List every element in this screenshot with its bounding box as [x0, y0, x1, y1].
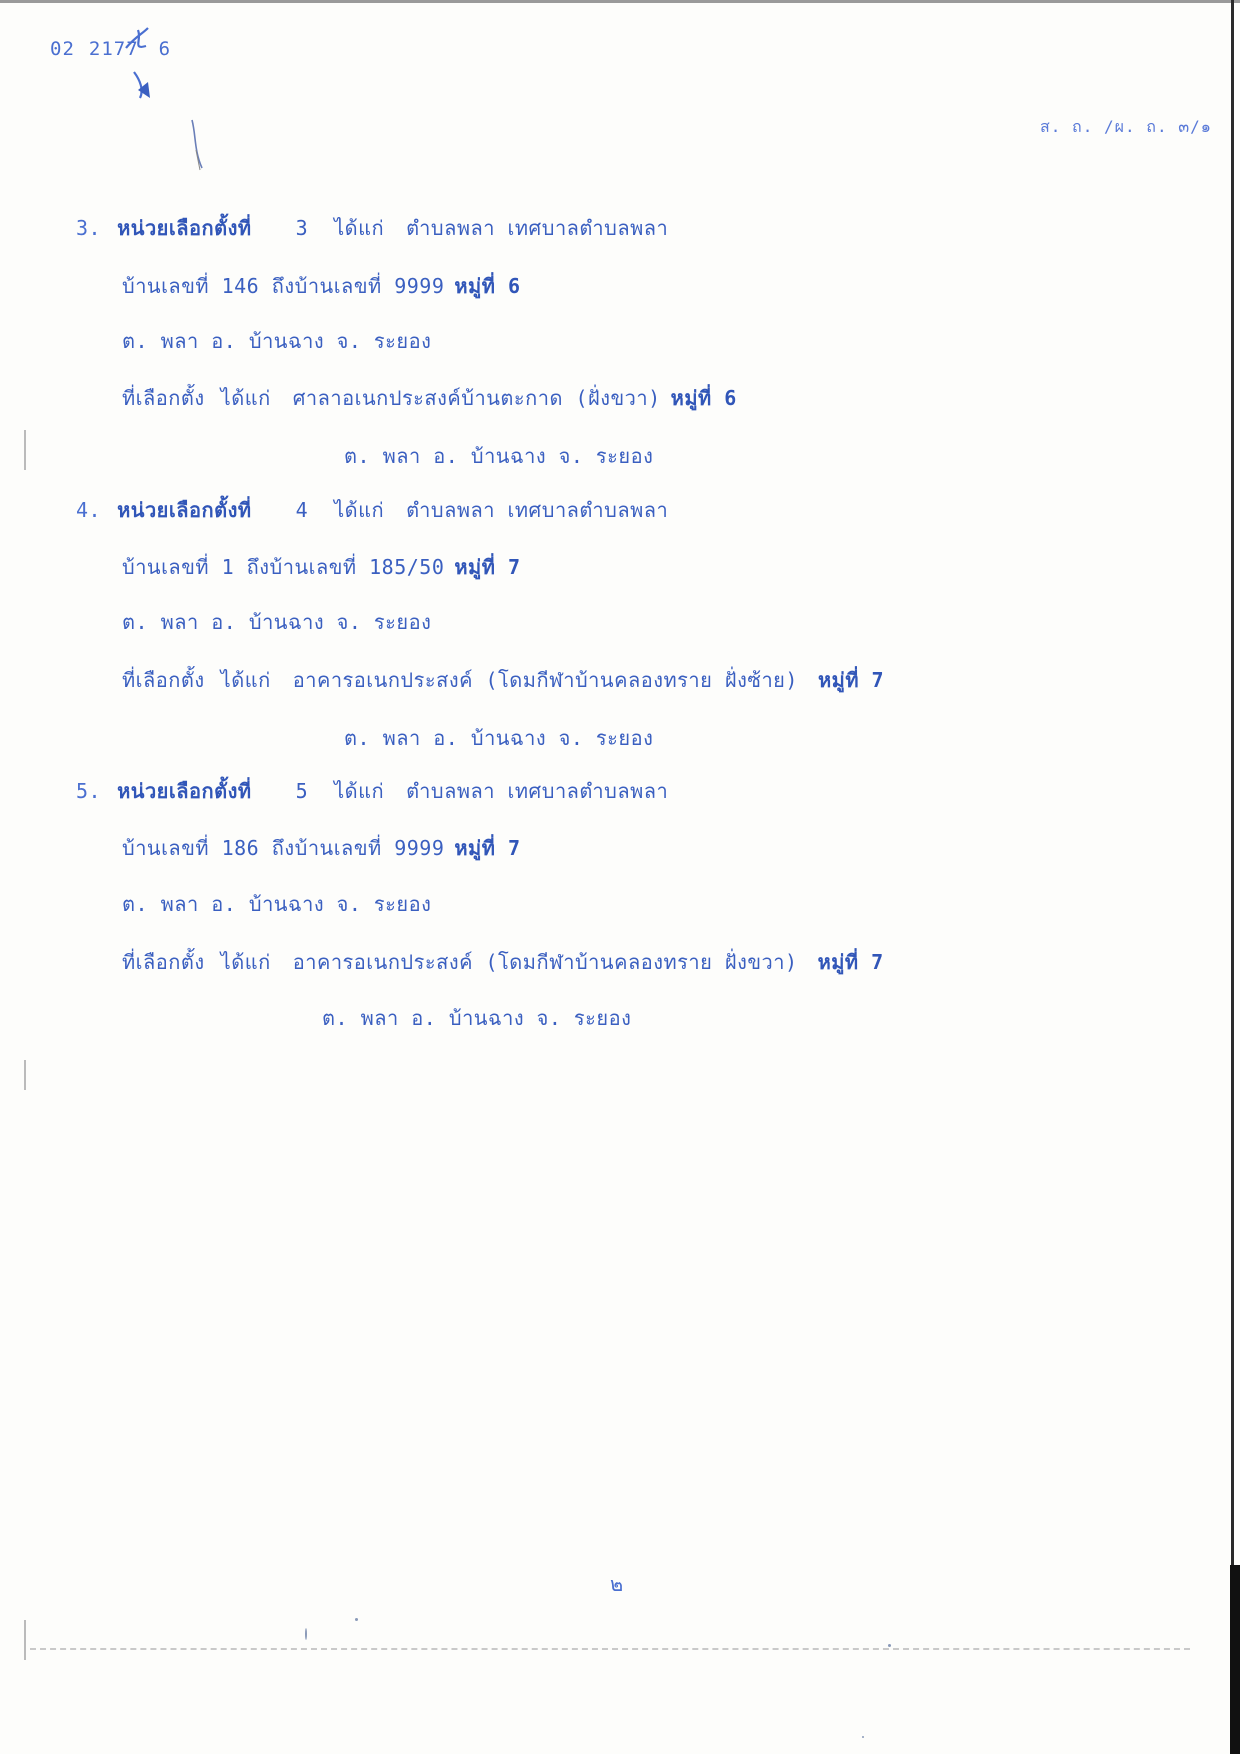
unit-heading: 4. หน่วยเลือกตั้งที่ 4 ได้แก่ ตำบลพลา เทศบาลตำบลพลา [76, 498, 669, 522]
scan-left-mark [24, 1620, 26, 1660]
unit-location: ต. พลา อ. บ้านฉาง จ. ระยอง [122, 329, 432, 353]
unit-heading: 5. หน่วยเลือกตั้งที่ 5 ได้แก่ ตำบลพลา เทศบาลตำบลพลา [76, 779, 669, 803]
page-number: ๒ [610, 1572, 624, 1596]
house-range: บ้านเลขที่ 186 ถึงบ้านเลขที่ 9999 หมู่ที่ 7 [122, 836, 521, 860]
pen-scribble-mark [120, 20, 230, 180]
venue-location: ต. พลา อ. บ้านฉาง จ. ระยอง [344, 444, 654, 468]
venue-location: ต. พลา อ. บ้านฉาง จ. ระยอง [344, 726, 654, 750]
doc-code-b: 2177 [88, 38, 139, 60]
form-reference: ส. ถ. /ผ. ถ. ๓/๑ [1040, 117, 1212, 136]
doc-code-c: 6 [158, 38, 172, 60]
scan-speck [355, 1618, 358, 1621]
unit-number: 3 [295, 216, 309, 240]
unit-heading: 3. หน่วยเลือกตั้งที่ 3 ได้แก่ ตำบลพลา เทศบาลตำบลพลา [76, 216, 669, 240]
scan-right-border [1231, 0, 1234, 1754]
venue-location: ต. พลา อ. บ้านฉาง จ. ระยอง [322, 1006, 632, 1030]
unit-location: ต. พลา อ. บ้านฉาง จ. ระยอง [122, 610, 432, 634]
polling-venue: ที่เลือกตั้ง ได้แก่ ศาลาอเนกประสงค์บ้านตะกาด (ฝั่งขวา) หมู่ที่ 6 [122, 386, 737, 410]
unit-area: ตำบลพลา เทศบาลตำบลพลา [406, 216, 669, 240]
scan-left-mark [24, 1060, 26, 1090]
unit-area: ตำบลพลา เทศบาลตำบลพลา [406, 498, 669, 522]
unit-location: ต. พลา อ. บ้านฉาง จ. ระยอง [122, 892, 432, 916]
polling-venue: ที่เลือกตั้ง ได้แก่ อาคารอเนกประสงค์ (โดมกีฬาบ้านคลองทราย ฝั่งขวา) หมู่ที่ 7 [122, 950, 884, 974]
polling-venue: ที่เลือกตั้ง ได้แก่ อาคารอเนกประสงค์ (โดมกีฬาบ้านคลองทราย ฝั่งซ้าย) หมู่ที่ 7 [122, 668, 885, 692]
house-range: บ้านเลขที่ 146 ถึงบ้านเลขที่ 9999 หมู่ที่ 6 [122, 274, 521, 298]
scan-bottom-fold [30, 1648, 1190, 1650]
scan-right-shadow [1230, 1565, 1240, 1754]
doc-code-a: 02 [50, 38, 75, 60]
unit-area: ตำบลพลา เทศบาลตำบลพลา [406, 779, 669, 803]
scan-speck [862, 1736, 864, 1738]
house-range: บ้านเลขที่ 1 ถึงบ้านเลขที่ 185/50 หมู่ที่ 7 [122, 555, 521, 579]
scan-speck [888, 1644, 891, 1647]
unit-number: 5 [295, 779, 309, 803]
unit-number: 4 [295, 498, 309, 522]
scan-speck [305, 1628, 307, 1640]
scan-top-border [0, 0, 1240, 3]
scan-left-mark [24, 430, 26, 470]
